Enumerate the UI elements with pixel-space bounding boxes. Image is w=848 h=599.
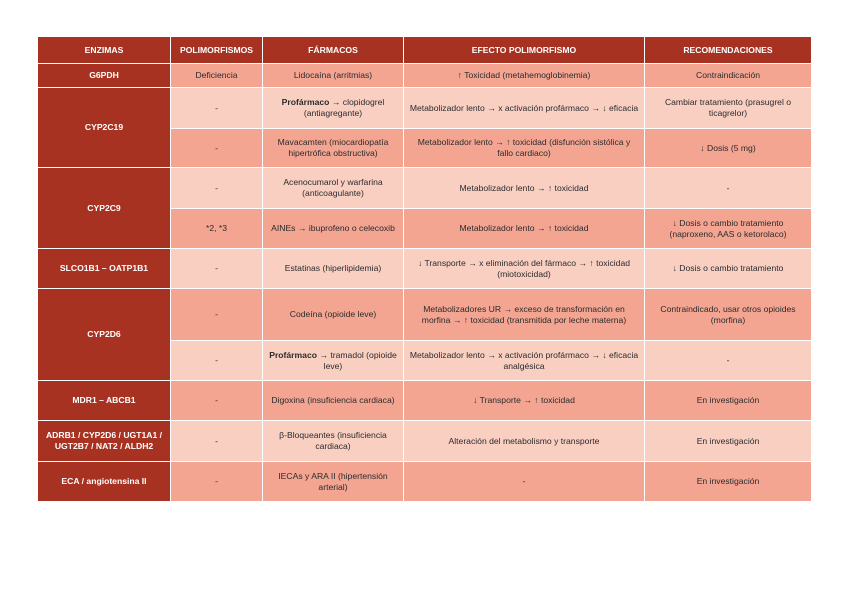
- header-enzimas: ENZIMAS: [38, 37, 171, 64]
- drug-text: → tramadol (opioide leve): [316, 349, 397, 371]
- enzyme-cell: CYP2C9: [38, 168, 171, 249]
- table-row: [38, 249, 812, 289]
- polymorphism-cell: -: [171, 421, 263, 462]
- drug-cell: [263, 462, 404, 502]
- drug-cell: [263, 381, 404, 421]
- recommendation-cell: Cambiar tratamiento (prasugrel o ticagrelor): [645, 88, 812, 129]
- effect-cell: -: [404, 462, 645, 502]
- header-recomendaciones: RECOMENDACIONES: [645, 37, 812, 64]
- polymorphism-cell: *2, *3: [171, 209, 263, 249]
- drug-text: Mavacamten (miocardiopatía hipertrófica obstructiva): [277, 137, 389, 158]
- polymorphism-cell: -: [171, 289, 263, 341]
- drug-cell: [263, 289, 404, 341]
- table-row: [38, 381, 812, 421]
- drug-text: IECAs y ARA II (hipertensión arterial): [278, 470, 388, 492]
- drug-text: Digoxina (insuficiencia cardiaca): [271, 395, 395, 406]
- enzyme-cell: ADRB1 / CYP2D6 / UGT1A1 / UGT2B7 / NAT2 / ALDH2: [38, 421, 171, 462]
- table-row: [38, 421, 812, 462]
- header-polimorfismos: POLIMORFISMOS: [171, 37, 263, 64]
- polymorphism-cell: Deficiencia: [171, 64, 263, 88]
- effect-cell: Metabolizador lento → ↑ toxicidad (disfunción sistólica y fallo cardiaco): [404, 129, 645, 168]
- enzyme-cell: MDR1 – ABCB1: [38, 381, 171, 421]
- drug-cell: [263, 64, 404, 88]
- effect-cell: ↓ Transporte → ↑ toxicidad: [404, 381, 645, 421]
- header-efecto: EFECTO POLIMORFISMO: [404, 37, 645, 64]
- enzyme-cell: CYP2C19: [38, 88, 171, 168]
- drug-cell: [263, 88, 404, 129]
- header-farmacos: FÁRMACOS: [263, 37, 404, 64]
- recommendation-cell: -: [645, 168, 812, 209]
- polymorphism-cell: -: [171, 168, 263, 209]
- table-body: [38, 64, 812, 502]
- effect-cell: Metabolizador lento → x activación profármaco → ↓ eficacia: [404, 88, 645, 129]
- drug-bold-text: Profármaco: [269, 349, 317, 360]
- drug-text: β-Bloqueantes (insuficiencia cardiaca): [279, 430, 387, 451]
- enzyme-cell: SLCO1B1 – OATP1B1: [38, 249, 171, 289]
- drug-bold-text: Profármaco: [281, 97, 330, 108]
- table-row: [38, 64, 812, 88]
- table-row: [38, 462, 812, 502]
- recommendation-cell: Contraindicación: [645, 64, 812, 88]
- drug-cell: [263, 421, 404, 462]
- polymorphism-cell: -: [171, 341, 263, 381]
- table-row: [38, 88, 812, 129]
- table-row: [38, 168, 812, 209]
- drug-cell: [263, 341, 404, 381]
- drug-cell: [263, 129, 404, 168]
- drug-text: Codeína (opioide leve): [289, 309, 377, 320]
- polymorphism-cell: -: [171, 249, 263, 289]
- enzyme-cell: CYP2D6: [38, 289, 171, 381]
- effect-cell: Alteración del metabolismo y transporte: [404, 421, 645, 462]
- polymorphism-cell: -: [171, 462, 263, 502]
- drug-text: Lidocaína (arritmias): [293, 70, 373, 81]
- effect-cell: Metabolizadores UR → exceso de transformación en morfina → ↑ toxicidad (transmitida por leche materna): [404, 289, 645, 341]
- drug-text: Estatinas (hiperlipidemia): [284, 263, 382, 274]
- recommendation-cell: En investigación: [645, 462, 812, 502]
- recommendation-cell: En investigación: [645, 381, 812, 421]
- drug-cell: [263, 209, 404, 249]
- drug-text: Acenocumarol y warfarina (anticoagulante): [283, 177, 383, 198]
- polymorphism-cell: -: [171, 129, 263, 168]
- drug-text: → clopidogrel (antiagregante): [303, 97, 385, 118]
- polymorphism-cell: -: [171, 381, 263, 421]
- effect-cell: ↓ Transporte → x eliminación del fármaco → ↑ toxicidad (miotoxicidad): [404, 249, 645, 289]
- enzyme-cell: G6PDH: [38, 64, 171, 88]
- effect-cell: Metabolizador lento → ↑ toxicidad: [404, 209, 645, 249]
- pharmacogenomics-table: [37, 36, 812, 502]
- table-row: [38, 289, 812, 341]
- recommendation-cell: En investigación: [645, 421, 812, 462]
- header-row: [38, 37, 812, 64]
- recommendation-cell: ↓ Dosis o cambio tratamiento: [645, 249, 812, 289]
- recommendation-cell: ↓ Dosis o cambio tratamiento (naproxeno, AAS o ketorolaco): [645, 209, 812, 249]
- effect-cell: Metabolizador lento → x activación profármaco → ↓ eficacia analgésica: [404, 341, 645, 381]
- drug-cell: [263, 249, 404, 289]
- polymorphism-cell: -: [171, 88, 263, 129]
- drug-cell: [263, 168, 404, 209]
- recommendation-cell: ↓ Dosis (5 mg): [645, 129, 812, 168]
- effect-cell: Metabolizador lento → ↑ toxicidad: [404, 168, 645, 209]
- recommendation-cell: Contraindicado, usar otros opioides (morfina): [645, 289, 812, 341]
- drug-text: AINEs → ibuprofeno o celecoxib: [271, 223, 395, 234]
- enzyme-cell: ECA / angiotensina II: [38, 462, 171, 502]
- recommendation-cell: -: [645, 341, 812, 381]
- effect-cell: ↑ Toxicidad (metahemoglobinemia): [404, 64, 645, 88]
